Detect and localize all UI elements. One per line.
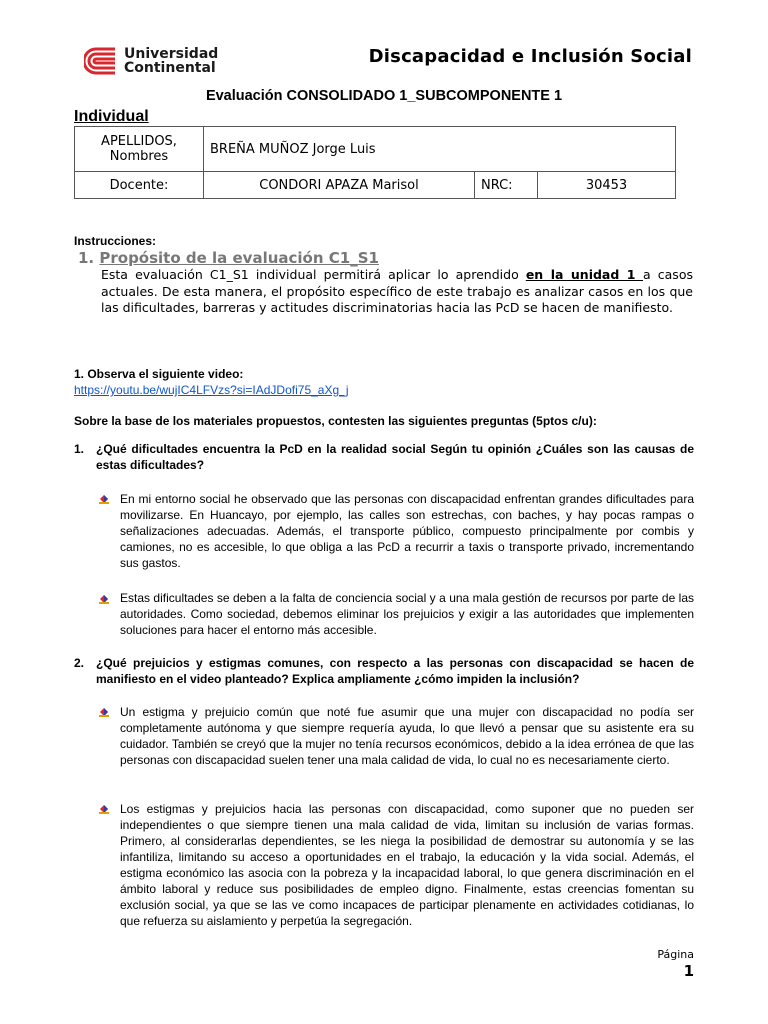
arrow-bullet-icon (98, 803, 110, 815)
arrow-bullet-icon (98, 493, 110, 505)
answer-paragraph: Estas dificultades se deben a la falta de conciencia social y a una mala gestión de recursos por parte de las autoridades. Como sociedad, debemos eliminar los prejuicios y exigir a las autoridades que implementen soluciones para hacer el entorno más accesible. (120, 591, 694, 637)
purpose-number: 1. (78, 249, 95, 267)
purpose-text-bold: en la unidad 1 (525, 267, 643, 282)
base-prompt: Sobre la base de los materiales propuestos, contesten las siguientes preguntas (5ptos c/u): (74, 414, 597, 428)
video-instruction: 1. Observa el siguiente video: (74, 367, 244, 381)
teacher-name: CONDORI APAZA Marisol (204, 172, 475, 199)
student-name: BREÑA MUÑOZ Jorge Luis (204, 127, 676, 172)
logo-mark-icon (84, 46, 120, 76)
logo-line-1: Universidad (124, 46, 219, 62)
purpose-heading (78, 249, 379, 267)
question-2 (74, 655, 694, 687)
purpose-text-2: a casos actuales. De esta manera, el propósito específico de este trabajo es analizar casos en los que las dificultades, barreras y actitudes discriminatorias hacia las PcD se hacen de manifiesto. (101, 267, 693, 315)
answer-paragraph: Un estigma y prejuicio común que noté fue asumir que una mujer con discapacidad no podía ser completamente autónoma y que siempre requería ayuda, lo que llevó a pensar que su asistente era su cuidador. También se creyó que la mujer no tenía recursos económicos, debido a la idea errónea de que las personas con discapacidad suelen tener una mala calidad de vida, lo cual no es necesariamente cierto. (120, 705, 694, 767)
university-logo (84, 46, 219, 78)
arrow-bullet-icon (98, 706, 110, 718)
surname-label: APELLIDOS, Nombres (75, 127, 204, 172)
nrc-value: 30453 (538, 172, 676, 199)
question-text: ¿Qué dificultades encuentra la PcD en la realidad social Según tu opinión ¿Cuáles son las causas de estas dificultades? (96, 442, 694, 472)
purpose-text-1: Esta evaluación C1_S1 individual permitirá aplicar lo aprendido (101, 267, 526, 282)
question-number: 1. (74, 442, 85, 456)
arrow-bullet-icon (98, 593, 110, 605)
teacher-label: Docente: (75, 172, 204, 199)
question-number: 2. (74, 656, 85, 670)
evaluation-title: Evaluación CONSOLIDADO 1_SUBCOMPONENTE 1 (205, 88, 563, 104)
purpose-title: Propósito de la evaluación C1_S1 (99, 249, 379, 267)
video-link[interactable]: https://youtu.be/wujIC4LFVzs?si=IAdJDofi75_aXg_j (74, 383, 349, 397)
nrc-label: NRC: (475, 172, 538, 199)
instructions-label: Instrucciones: (74, 234, 157, 248)
course-title: Discapacidad e Inclusión Social (368, 46, 692, 67)
answer-paragraph: En mi entorno social he observado que las personas con discapacidad enfrentan grandes dificultades para movilizarse. En Huancayo, por ejemplo, las calles son estrechas, con baches, y hay pocas rampas o señalizaciones adecuadas. Además, el transporte público, compuesto principalmente por combis y camiones, no es accesible, lo que obliga a las PcD a recurrir a taxis o transporte privado, incrementando sus gastos. (120, 492, 694, 570)
question-1 (74, 441, 694, 473)
logo-line-2: Continental (124, 60, 216, 76)
page-label: Página (657, 948, 694, 961)
mode-label: Individual (74, 108, 149, 125)
purpose-text (101, 267, 693, 317)
page-number: 1 (683, 962, 694, 980)
question-text: ¿Qué prejuicios y estigmas comunes, con respecto a las personas con discapacidad se hacen de manifiesto en el video planteado? Explica ampliamente ¿cómo impiden la inclusión? (96, 656, 694, 686)
student-info-table (74, 126, 676, 199)
answer-paragraph: Los estigmas y prejuicios hacia las personas con discapacidad, como suponer que no pueden ser independientes o que siempre tienen una mala calidad de vida, limitan su inclusión de varias formas. Primero, al considerarlas dependientes, se les niega la posibilidad de demostrar su autonomía y se las infantiliza, limitando su acceso a oportunidades en el trabajo, la educación y la vida social. Además, el estigma económico las asocia con la pobreza y la incapacidad laboral, lo que genera discriminación en el ámbito laboral y reduce sus posibilidades de empleo digno. Finalmente, estas creencias fomentan su exclusión social, ya que se las ve como incapaces de participar plenamente en actividades cotidianas, lo que refuerza su aislamiento y perpetúa la segregación. (120, 802, 694, 928)
